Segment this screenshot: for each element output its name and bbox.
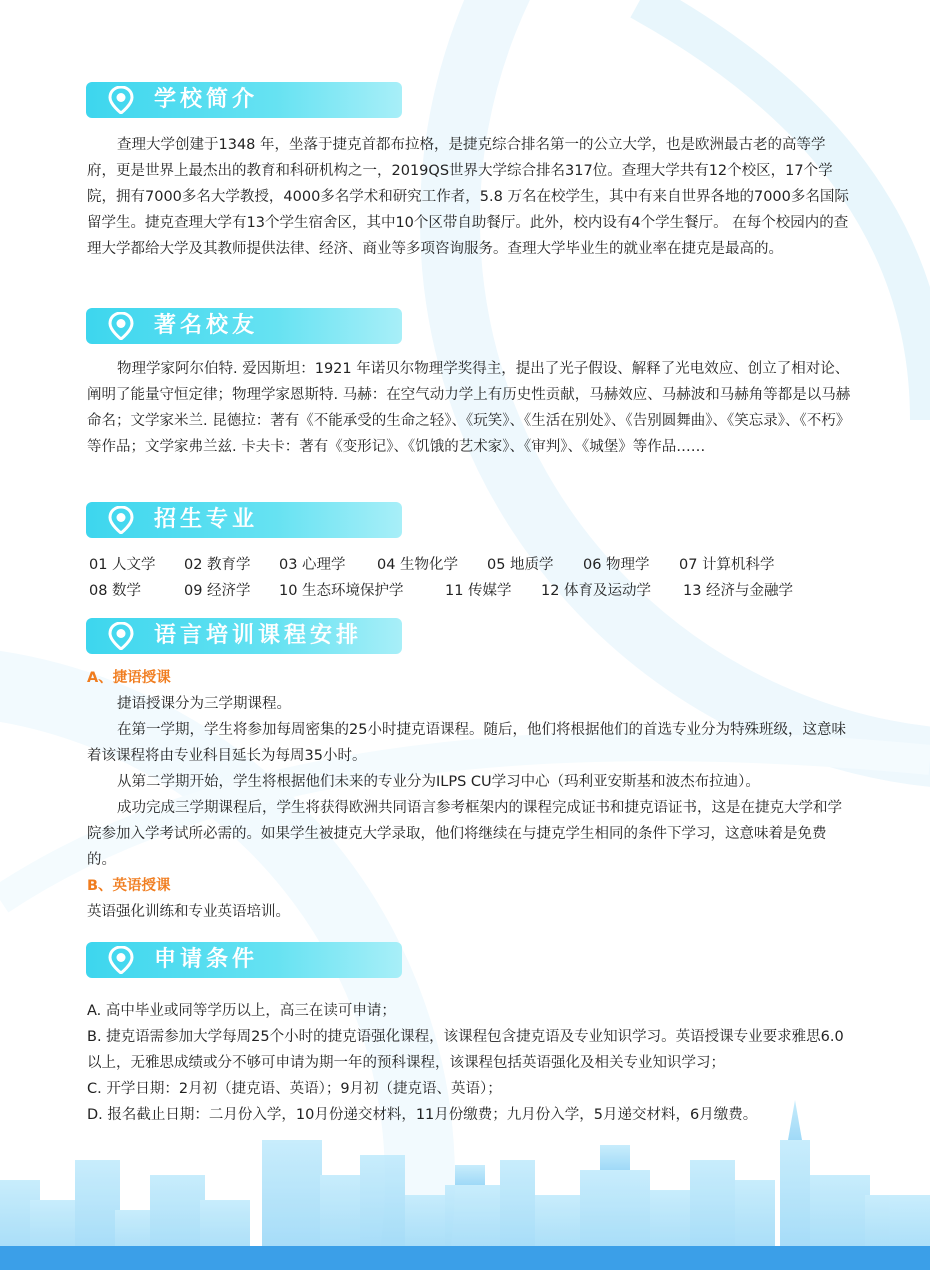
section-header-requirements [86, 942, 402, 978]
location-pin-icon [108, 506, 134, 534]
major-item: 13 经济与金融学 [683, 583, 794, 599]
location-pin-icon [108, 86, 134, 114]
english-course-label: B、英语授课 [87, 878, 171, 894]
requirement-item: D. 报名截止日期：二月份入学，10月份递交材料，11月份缴费；九月份入学，5月递交材料，6月缴费。 [87, 1107, 758, 1123]
section-header-majors [86, 502, 402, 538]
requirement-item: A. 高中毕业或同等学历以上，高三在读可申请； [87, 1003, 396, 1019]
major-item: 10 生态环境保护学 [279, 583, 404, 599]
section-title-alumni: 著名校友 [154, 313, 259, 338]
major-item: 09 经济学 [184, 583, 251, 599]
major-item: 03 心理学 [279, 557, 346, 573]
location-pin-icon [108, 946, 134, 974]
requirement-item: B. 捷克语需参加大学每周25个小时的捷克语强化课程，该课程包含捷克语及专业知识学习。英语授课专业要求雅思6.0以上，无雅思成绩或分不够可申请为期一年的预科课程，该课程包括英语强化及相关专业知识学习； [87, 1029, 844, 1071]
english-paragraph: 英语强化训练和专业英语培训。 [87, 904, 290, 920]
czech-course-label: A、捷语授课 [87, 670, 171, 686]
location-pin-icon [108, 622, 134, 650]
intro-paragraph: 查理大学创建于1348 年，坐落于捷克首都布拉格，是捷克综合排名第一的公立大学，也是欧洲最古老的高等学府，更是世界上最杰出的教育和科研机构之一，2019QS世界大学综合排名317位。查理大学共有12个校区，17个学院，拥有7000多名大学教授，4000多名学术和研究工作者，5.8 万名在校学生，其中有来自世界各地的7000多名国际留学生。捷克查理大学有13个学生宿舍区，其中10个区带自助餐厅。此外，校内设有4个学生餐厅。 在每个校园内的查理大学都给大学及其教师提供法律、经济、商业等多项咨询服务。查理大学毕业生的就业率在捷克是最高的。 [87, 137, 849, 257]
section-title-majors: 招生专业 [154, 507, 259, 532]
major-item: 07 计算机科学 [679, 557, 775, 573]
czech-paragraph-3: 从第二学期开始，学生将根据他们未来的专业分为ILPS CU学习中心（玛利亚安斯基和波杰布拉迪）。 [117, 774, 760, 790]
czech-paragraph-1: 捷语授课分为三学期课程。 [117, 696, 291, 712]
location-pin-icon [108, 312, 134, 340]
czech-paragraph-4: 成功完成三学期课程后，学生将获得欧洲共同语言参考框架内的课程完成证书和捷克语证书，这是在捷克大学和学院参加入学考试所必需的。如果学生被捷克大学录取，他们将继续在与捷克学生相同的条件下学习，这意味着是免费的。 [87, 800, 842, 868]
section-title-requirements: 申请条件 [154, 947, 259, 972]
major-item: 08 数学 [89, 583, 142, 599]
major-item: 06 物理学 [583, 557, 650, 573]
section-title-language: 语言培训课程安排 [154, 623, 363, 648]
major-item: 12 体育及运动学 [541, 583, 652, 599]
section-header-language [86, 618, 402, 654]
major-item: 04 生物化学 [377, 557, 459, 573]
major-item: 02 教育学 [184, 557, 251, 573]
language-text [87, 665, 852, 925]
section-header-alumni [86, 308, 402, 344]
section-header-intro [86, 82, 402, 118]
section-title-intro: 学校简介 [154, 87, 259, 112]
major-item: 05 地质学 [487, 557, 554, 573]
requirement-item: C. 开学日期：2月初（捷克语、英语）；9月初（捷克语、英语）； [87, 1081, 502, 1097]
major-item: 11 传媒学 [445, 583, 512, 599]
czech-paragraph-2: 在第一学期，学生将参加每周密集的25小时捷克语课程。随后，他们将根据他们的首选专业分为特殊班级，这意味着该课程将由专业科目延长为每周35小时。 [87, 722, 846, 764]
major-item: 01 人文学 [89, 557, 156, 573]
intro-text [87, 132, 852, 262]
alumni-paragraph: 物理学家阿尔伯特. 爱因斯坦：1921 年诺贝尔物理学奖得主，提出了光子假设、解释了光电效应、创立了相对论、阐明了能量守恒定律；物理学家恩斯特. 马赫：在空气动力学上有历史性贡献，马赫效应、马赫波和马赫角等都是以马赫命名；文学家米兰. 昆德拉：著有《不能承受的生命之轻》、《玩笑》、《生活在别处》、《告别圆舞曲》、《笑忘录》、《不朽》等作品；文学家弗兰兹. 卡夫卡：著有《变形记》、《饥饿的艺术家》、《审判》、《城堡》等作品…… [87, 361, 851, 455]
alumni-text [87, 356, 852, 460]
requirements-list [87, 998, 852, 1128]
